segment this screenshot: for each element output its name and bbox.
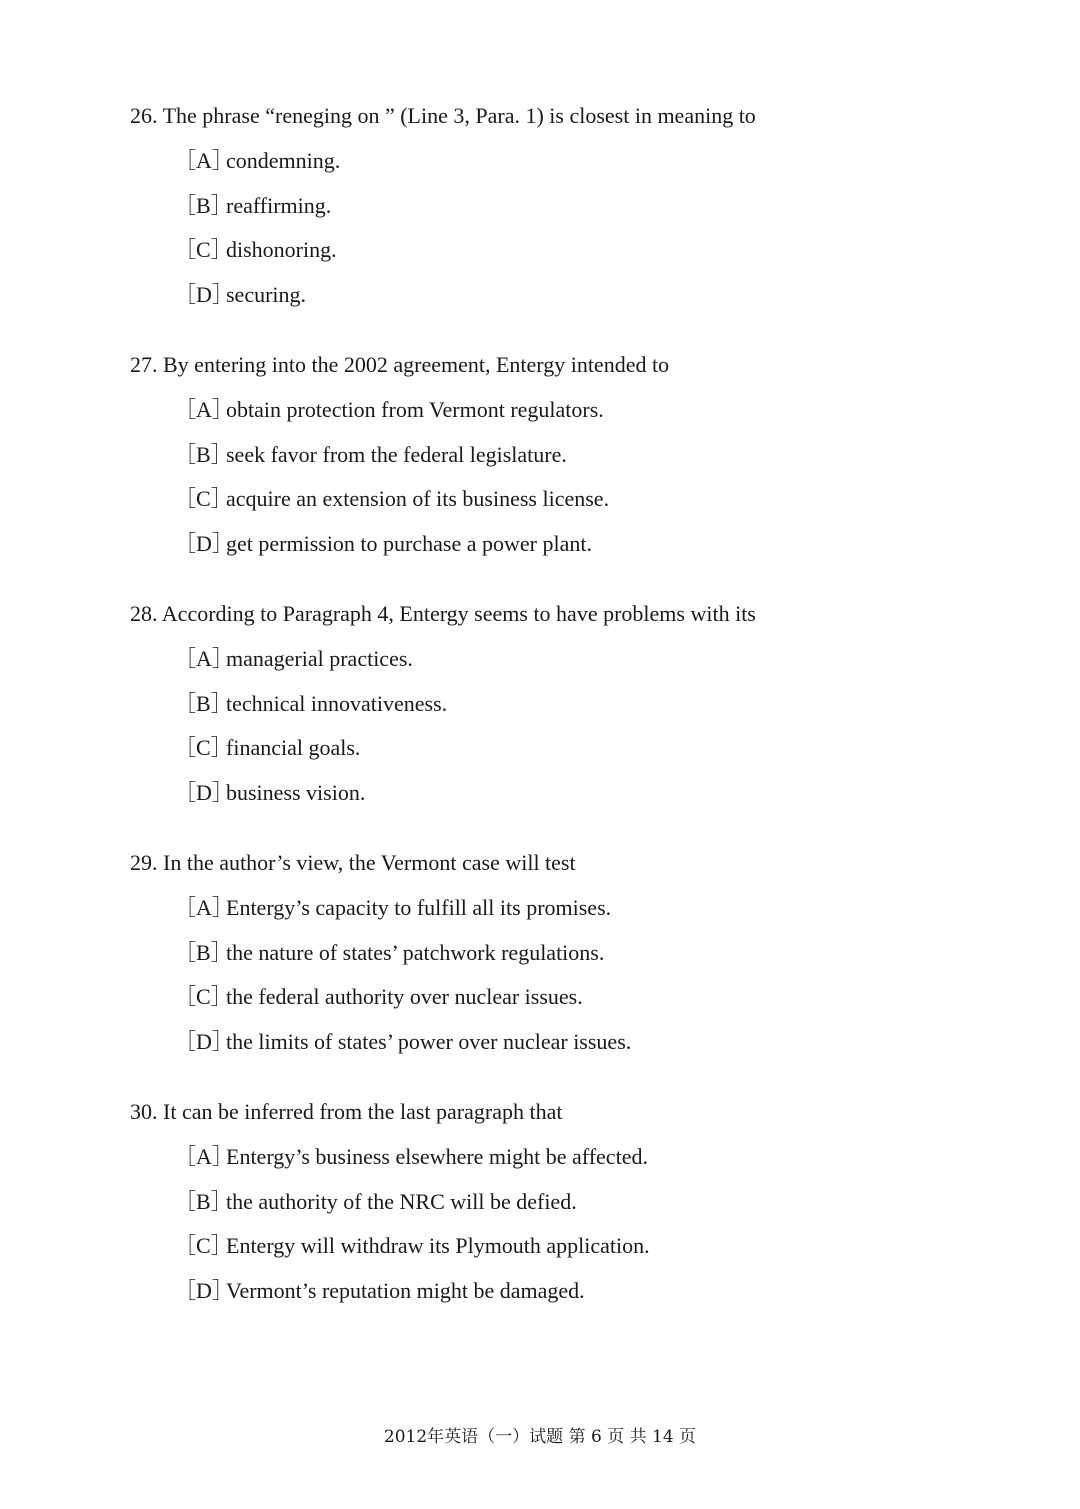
option-c: [130, 981, 950, 1013]
option-letter: ［A］: [174, 397, 234, 422]
option-c: [130, 483, 950, 515]
option-d: [130, 279, 950, 311]
option-list: [130, 892, 950, 1058]
option-text: reaffirming.: [226, 192, 332, 218]
option-letter: ［D］: [174, 1278, 234, 1304]
question-28: [130, 598, 950, 822]
option-a: [130, 892, 950, 924]
option-a: [130, 643, 950, 675]
option-letter: ［A］: [174, 148, 234, 173]
option-text: Vermont’s reputation might be damaged.: [226, 1278, 585, 1304]
option-letter: ［D］: [174, 531, 234, 557]
option-letter: ［D］: [174, 282, 234, 308]
option-letter: ［C］: [174, 237, 233, 263]
option-text: Entergy will withdraw its Plymouth application.: [226, 1233, 650, 1259]
option-text: securing.: [226, 282, 307, 308]
option-a: [130, 145, 950, 177]
option-letter: ［B］: [174, 1188, 233, 1214]
option-d: [130, 777, 950, 809]
option-text: the nature of states’ patchwork regulations.: [226, 939, 605, 965]
option-b: [130, 688, 950, 720]
question-stem: 29. In the author’s view, the Vermont case will test: [130, 850, 576, 875]
option-b: [130, 439, 950, 471]
question-stem: 30. It can be inferred from the last paragraph that: [130, 1099, 563, 1124]
option-text: the federal authority over nuclear issues.: [226, 984, 583, 1010]
question-26: [130, 100, 950, 324]
option-letter: ［A］: [174, 1144, 234, 1169]
option-text: technical innovativeness.: [226, 690, 448, 716]
question-stem: 28. According to Paragraph 4, Entergy seems to have problems with its: [130, 601, 756, 626]
option-c: [130, 732, 950, 764]
option-list: [130, 394, 950, 560]
page-footer: 2012年英语（一）试题 第 6 页 共 14 页: [383, 1427, 697, 1447]
option-letter: ［B］: [174, 690, 233, 716]
option-letter: ［D］: [174, 780, 234, 806]
option-list: [130, 1141, 950, 1307]
option-d: [130, 528, 950, 560]
option-letter: ［C］: [174, 486, 233, 512]
option-text: managerial practices.: [226, 646, 413, 671]
option-d: [130, 1275, 950, 1307]
question-30: [130, 1096, 950, 1320]
option-b: [130, 190, 950, 222]
option-text: the authority of the NRC will be defied.: [226, 1188, 577, 1214]
option-b: [130, 1186, 950, 1218]
option-a: [130, 394, 950, 426]
option-text: the limits of states’ power over nuclear issues.: [226, 1029, 632, 1055]
option-letter: ［D］: [174, 1029, 234, 1055]
question-29: [130, 847, 950, 1071]
option-text: dishonoring.: [226, 237, 337, 263]
option-list: [130, 643, 950, 809]
option-letter: ［B］: [174, 441, 233, 467]
option-letter: ［B］: [174, 192, 233, 218]
option-letter: ［C］: [174, 984, 233, 1010]
question-stem: 27. By entering into the 2002 agreement, Entergy intended to: [130, 352, 670, 377]
question-stem: 26. The phrase “reneging on ” (Line 3, Para. 1) is closest in meaning to: [130, 103, 756, 128]
question-27: [130, 349, 950, 573]
option-text: financial goals.: [226, 735, 361, 761]
option-text: seek favor from the federal legislature.: [226, 441, 567, 467]
option-letter: ［A］: [174, 646, 234, 671]
option-letter: ［A］: [174, 895, 234, 920]
option-letter: ［B］: [174, 939, 233, 965]
option-letter: ［C］: [174, 1233, 233, 1259]
option-text: Entergy’s business elsewhere might be affected.: [226, 1144, 648, 1169]
option-text: Entergy’s capacity to fulfill all its promises.: [226, 895, 612, 920]
option-b: [130, 937, 950, 969]
option-text: business vision.: [226, 780, 366, 806]
option-c: [130, 1230, 950, 1262]
option-list: [130, 145, 950, 311]
option-text: condemning.: [226, 148, 341, 173]
option-a: [130, 1141, 950, 1173]
option-letter: ［C］: [174, 735, 233, 761]
option-text: obtain protection from Vermont regulators.: [226, 397, 604, 422]
option-text: acquire an extension of its business license.: [226, 486, 610, 512]
option-text: get permission to purchase a power plant.: [226, 531, 592, 557]
option-c: [130, 234, 950, 266]
option-d: [130, 1026, 950, 1058]
